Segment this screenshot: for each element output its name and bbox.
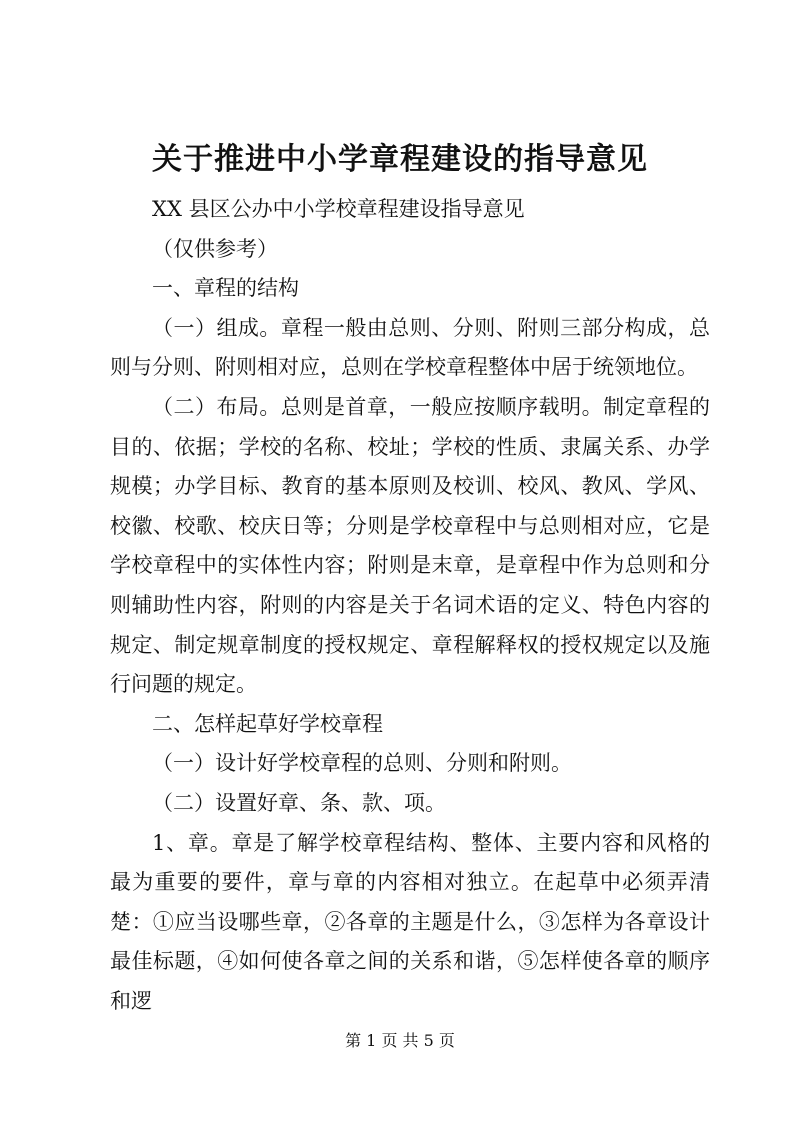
paragraph: 1、章。章是了解学校章程结构、整体、主要内容和风格的最为重要的要件，章与章的内容相对独立。在起草中必须弄清楚：①应当设哪些章，②各章的主题是什么，③怎样为各章设计最佳标题，④如何使各章之间的关系和谐，⑤怎样使各章的顺序和逻 [110,830,710,1013]
page-title: 关于推进中小学章程建设的指导意见 [152,142,648,177]
paragraph: （二）设置好章、条、款、项。 [152,790,446,815]
note: （仅供参考） [152,236,278,261]
subtitle: XX 县区公办中小学校章程建设指导意见 [152,197,525,221]
section-heading: 二、怎样起草好学校章程 [152,711,383,736]
paragraph: （一）设计好学校章程的总则、分则和附则。 [152,751,572,776]
page-footer: 第 1 页 共 5 页 [345,1031,455,1050]
paragraph: （一）组成。章程一般由总则、分则、附则三部分构成，总则与分则、附则相对应，总则在学校章程整体中居于统领地位。 [110,315,710,380]
section-heading: 一、章程的结构 [152,276,299,301]
paragraph: （二）布局。总则是首章，一般应按顺序载明。制定章程的目的、依据；学校的名称、校址；学校的性质、隶属关系、办学规模；办学目标、教育的基本原则及校训、校风、教风、学风、校徽、校歌、校庆日等；分则是学校章程中与总则相对应，它是学校章程中的实体性内容；附则是末章，是章程中作为总则和分则辅助性内容，附则的内容是关于名词术语的定义、特色内容的规定、制定规章制度的授权规定、章程解释权的授权规定以及施行问题的规定。 [110,394,710,697]
document-body [110,190,710,1021]
